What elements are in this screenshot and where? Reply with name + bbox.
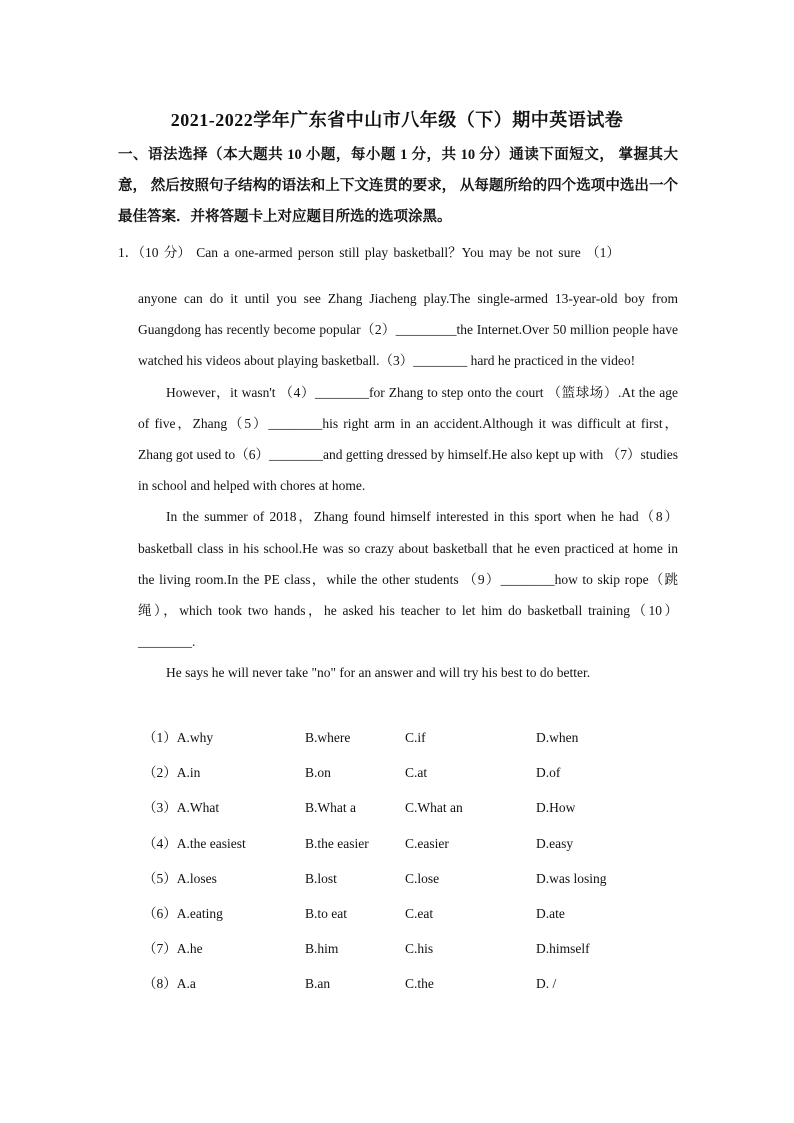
option-row bbox=[143, 970, 663, 1005]
option-a bbox=[143, 830, 246, 858]
option-d: D. / bbox=[536, 976, 557, 992]
passage-paragraph: He says he will never take "no" for an answer and will try his best to do better. bbox=[166, 665, 591, 681]
option-row bbox=[143, 935, 663, 970]
option-a-text: A.eating bbox=[176, 905, 223, 921]
option-number: （4） bbox=[143, 835, 177, 851]
option-c: C.eat bbox=[405, 905, 434, 921]
option-c: C.the bbox=[405, 976, 434, 992]
option-d: D.himself bbox=[536, 941, 590, 957]
option-number: （1） bbox=[143, 730, 177, 745]
option-a bbox=[143, 970, 196, 998]
option-number: （7） bbox=[143, 941, 177, 957]
option-d: D.ate bbox=[536, 905, 565, 921]
option-d: D.when bbox=[536, 730, 579, 745]
option-b: B.on bbox=[305, 765, 331, 781]
option-number: （3） bbox=[143, 800, 177, 816]
option-a-text: A.the easiest bbox=[176, 835, 246, 851]
option-b: B.where bbox=[305, 730, 351, 745]
option-number: （6） bbox=[143, 905, 177, 921]
passage-paragraph: anyone can do it until you see Zhang Jiacheng play.The single-armed 13-year-old boy from Guangdong has recently become popular（2）_________the Internet.Over 50 million people have watched his videos about playing basketball.（3）________ hard he practiced in the video! bbox=[138, 291, 678, 369]
option-a-text: A.loses bbox=[176, 870, 217, 886]
reading-passage bbox=[138, 283, 678, 689]
section-instructions: 一、语法选择（本大题共 10 小题，每小题 1 分，共 10 分）通读下面短文， 掌握其大意， 然后按照句子结构的语法和上下文连贯的要求， 从每题所给的四个选项中选出一个最佳答案．并将答题卡上对应题目所选的选项涂黑。 bbox=[118, 147, 678, 225]
option-d: D.of bbox=[536, 765, 561, 781]
option-b: B.lost bbox=[305, 870, 337, 886]
option-b: B.to eat bbox=[305, 905, 347, 921]
option-row bbox=[143, 830, 663, 865]
option-c: C.his bbox=[405, 941, 434, 957]
option-b: B.an bbox=[305, 976, 331, 992]
option-number: （5） bbox=[143, 870, 177, 886]
option-a bbox=[143, 724, 213, 752]
option-c: C.at bbox=[405, 765, 428, 781]
option-row bbox=[143, 724, 663, 759]
option-row bbox=[143, 794, 663, 829]
option-b: B.What a bbox=[305, 800, 356, 816]
option-number: （8） bbox=[143, 976, 177, 992]
option-c: C.if bbox=[405, 730, 426, 745]
option-a bbox=[143, 935, 203, 963]
option-d: D.was losing bbox=[536, 870, 607, 886]
option-a-text: A.why bbox=[176, 730, 214, 745]
option-a-text: A.a bbox=[176, 976, 196, 992]
option-c: C.lose bbox=[405, 870, 440, 886]
option-a-text: A.What bbox=[176, 800, 220, 816]
option-c: C.easier bbox=[405, 835, 449, 851]
option-b: B.the easier bbox=[305, 835, 369, 851]
passage-paragraph: In the summer of 2018，Zhang found himself interested in this sport when he had（8）basketball class in his school.He was so crazy about basketball that he even practiced at home in the living room.In the PE class，while the other students （9）________how to skip rope（跳绳），which took two hands，he asked his teacher to let him do basketball training（10）________. bbox=[138, 509, 678, 650]
option-c: C.What an bbox=[405, 800, 463, 816]
option-a bbox=[143, 759, 200, 787]
option-b: B.him bbox=[305, 941, 339, 957]
option-d: D.How bbox=[536, 800, 576, 816]
option-a bbox=[143, 900, 223, 928]
option-row bbox=[143, 759, 663, 794]
option-row bbox=[143, 865, 663, 900]
option-number: （2） bbox=[143, 765, 177, 781]
option-a bbox=[143, 794, 219, 822]
passage-paragraph: However，it wasn't （4）________for Zhang to step onto the court （篮球场）.At the age of five，Zhang（5）________his right arm in an accident.Although it was difficult at first，Zhang got used to（6）________and getting dressed by himself.He also kept up with （7）studies in school and helped with chores at home. bbox=[138, 384, 678, 494]
answer-options bbox=[143, 724, 663, 1006]
option-d: D.easy bbox=[536, 835, 574, 851]
option-a-text: A.he bbox=[176, 941, 203, 957]
question-header: 1．（10 分） Can a one-armed person still play basketball？You may be not sure （1） bbox=[118, 245, 620, 260]
option-row bbox=[143, 900, 663, 935]
option-a bbox=[143, 865, 217, 893]
page-title: 2021-2022学年广东省中山市八年级（下）期中英语试卷 bbox=[170, 110, 624, 130]
option-a-text: A.in bbox=[176, 765, 201, 781]
